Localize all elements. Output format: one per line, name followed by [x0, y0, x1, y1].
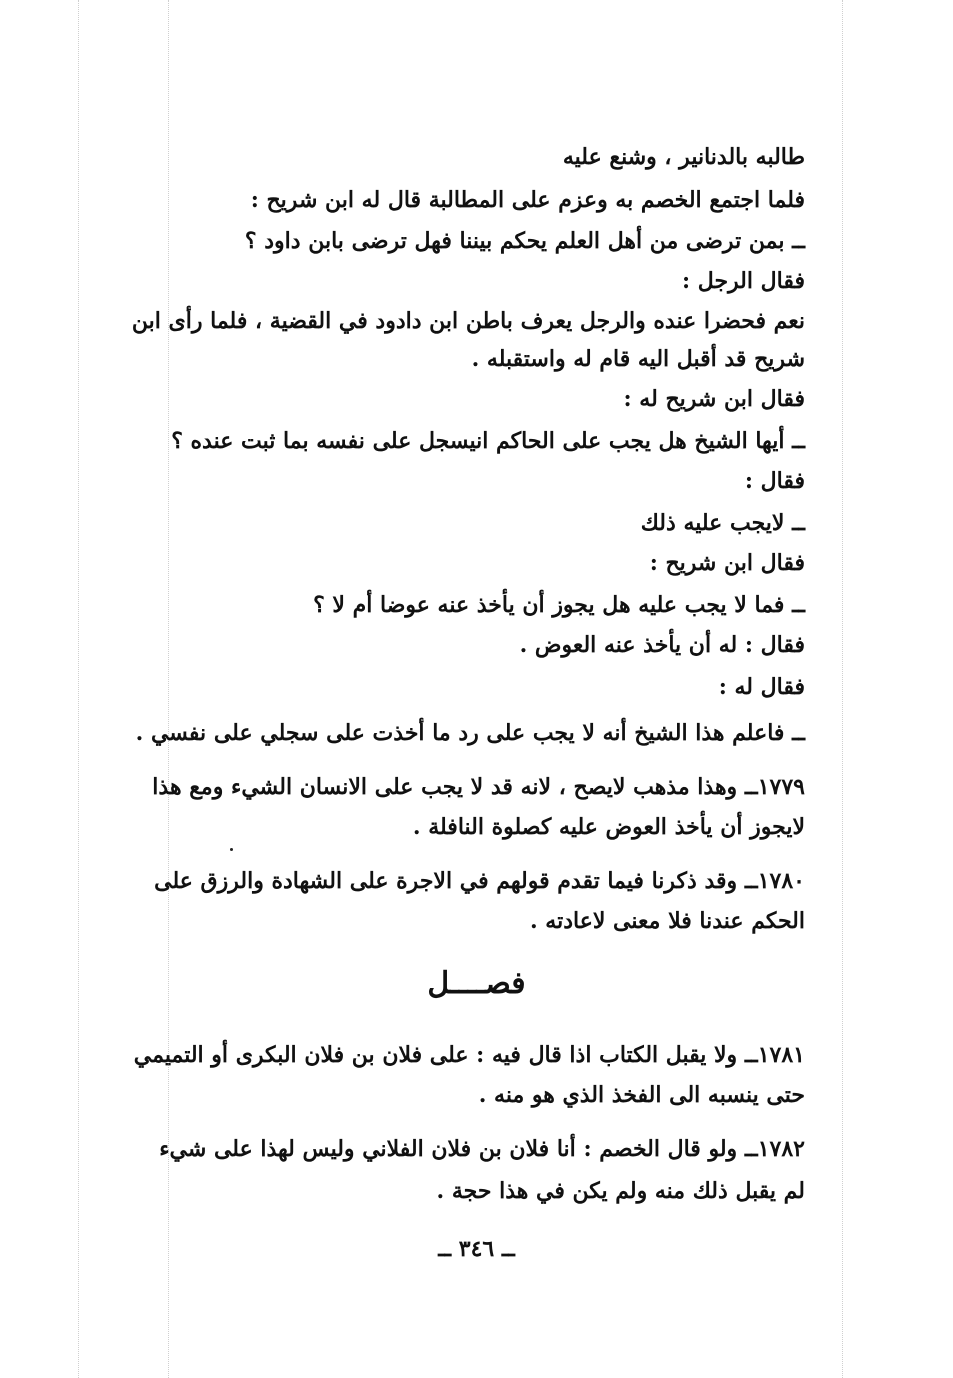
- text-line: فقال له :: [718, 674, 805, 700]
- text-line: ١٧٨٠ــ وقد ذكرنا فيما تقدم قولهم في الاجرة على الشهادة والرزق على: [154, 868, 805, 894]
- text-line: فقال : له أن يأخذ عنه العوض .: [519, 632, 805, 658]
- text-line: لايجوز أن يأخذ العوض عليه كصلوة النافلة .: [412, 814, 805, 840]
- text-line: ــ لايجب عليه ذلك: [640, 510, 805, 536]
- text-line: ١٧٧٩ــ وهذا مذهب لايصح ، لانه قد لا يجب على الانسان الشيء ومع هذا: [152, 774, 805, 800]
- scan-artifact-line: [842, 0, 843, 1378]
- text-line: لم يقبل ذلك منه ولم يكن في هذا حجة .: [436, 1178, 805, 1204]
- text-line: ١٧٨٢ــ ولو قال الخصم : أنا فلان بن فلان الفلاني وليس لهذا على شيء: [159, 1136, 805, 1162]
- text-line: فقال :: [744, 468, 805, 494]
- ink-speck: [230, 848, 233, 851]
- text-line: حتى ينسبه الى الفخذ الذي هو منه .: [478, 1082, 805, 1108]
- text-line: طالبه بالدنانير ، وشنع عليه: [562, 144, 805, 170]
- text-line: ــ فما لا يجب عليه هل يجوز أن يأخذ عنه عوضا أم لا ؟: [313, 592, 805, 618]
- scan-artifact-line: [168, 0, 169, 1378]
- text-line: فقال ابن شريح :: [649, 550, 805, 576]
- text-line: ــ بمن ترضى من أهل العلم يحكم بيننا فهل ترضى بابن داود ؟: [244, 228, 805, 254]
- text-line: شريح قد أقبل اليه قام له واستقبله .: [471, 346, 805, 372]
- text-line: ــ أيها الشيخ هل يجب على الحاكم انيسجل على نفسه بما ثبت عنده ؟: [171, 428, 805, 454]
- scan-artifact-line: [78, 0, 79, 1378]
- text-line: فقال الرجل :: [682, 268, 805, 294]
- text-line: ١٧٨١ــ ولا يقبل الكتاب اذا قال فيه : على فلان بن فلان البكرى أو التميمي: [133, 1042, 805, 1068]
- text-line: نعم فحضرا عنده والرجل يعرف باطن ابن دادود في القضية ، فلما رأى ابن: [131, 308, 805, 334]
- text-line: الحكم عندنا فلا معنى لاعادته .: [529, 908, 805, 934]
- section-heading: فصــــل: [427, 966, 526, 1001]
- page-number: ــ ٣٤٦ ــ: [438, 1236, 515, 1262]
- text-line: ــ فاعلم هذا الشيخ أنه لا يجب على رد ما أخذت على سجلي على نفسي .: [135, 720, 805, 746]
- text-line: فلما اجتمع الخصم به وعزم على المطالبة قال له ابن شريح :: [250, 187, 805, 213]
- text-line: فقال ابن شريح له :: [623, 386, 805, 412]
